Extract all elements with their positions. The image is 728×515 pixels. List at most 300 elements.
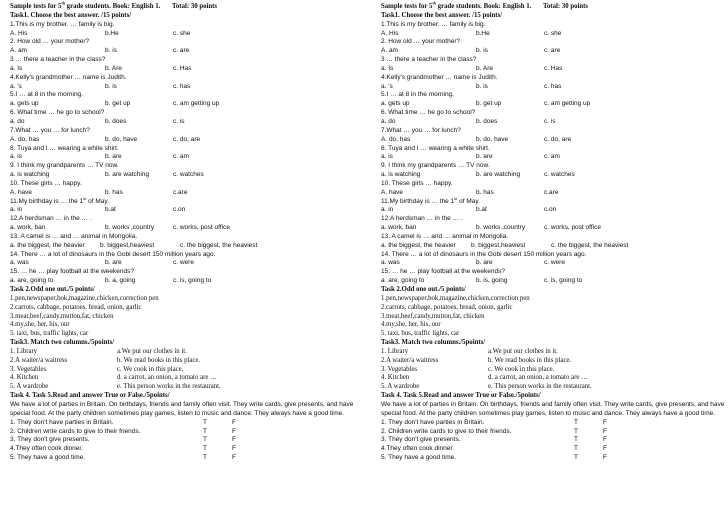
question-4 [381, 74, 728, 83]
options-5 [10, 100, 366, 109]
match-left: 1. Library [10, 347, 38, 355]
question-3 [381, 56, 728, 65]
test-title-rest: grade students. Book: English 1. [64, 3, 161, 10]
option: b. is [476, 47, 488, 55]
option: c.are [544, 188, 559, 196]
match-right: c. We cook in this place. [117, 365, 184, 373]
option: b. are watching [476, 171, 521, 179]
odd-one-out-row [381, 321, 728, 330]
option: b. is [105, 47, 117, 55]
question-text: 5.I … at 8 in the morning. [10, 91, 83, 99]
test-title [381, 0, 532, 12]
option: A. His [10, 29, 28, 37]
question-text [10, 195, 109, 207]
option: a. Is [10, 64, 23, 72]
option: b. biggest,heaviest [100, 241, 155, 249]
option: b. Are [476, 64, 493, 72]
match-left: 2.A waiter/a waitress [10, 356, 68, 364]
test-title-rest: grade students. Book: English 1. [435, 3, 532, 10]
option: b. is, going [476, 277, 508, 285]
option: b. works ,country [105, 224, 155, 232]
false-mark: F [603, 436, 607, 444]
odd-one-out-words: 2.carrots, cabbage, potatoes, bread, onion, garlic [381, 303, 513, 311]
question-text-pre: 11.My birthday is … the 1 [381, 197, 455, 205]
question-12 [10, 215, 366, 224]
option: a. 's [10, 82, 22, 90]
statement: 1. They don't have parties in Britain. [381, 418, 485, 426]
option: a. is [381, 153, 393, 161]
question-text: 8. Tuya and I … wearing a white shirt. [381, 144, 490, 152]
odd-one-out-words: 5. taxi, bus, traffic lights, car [381, 330, 460, 338]
test-page-left [10, 0, 366, 463]
question-text [381, 195, 480, 207]
options-13 [381, 242, 728, 251]
question-1 [10, 21, 366, 30]
options-4 [381, 83, 728, 92]
question-text: 8. Tuya and I … wearing a white shirt. [10, 144, 119, 152]
false-mark: F [232, 454, 236, 462]
question-text: 7.What … you … for lunch? [10, 126, 90, 134]
option: c. watches [173, 171, 204, 179]
question-text: 9. I think my grandparents … TV now. [10, 162, 119, 170]
reading-passage: We have a lot of parties in Britain. On birthdays, friends and family often visit. They write cards, give presents, and have special food. At the party children sometimes play games, listen to music and dance. They always have a good time. [10, 400, 354, 417]
task4-title [381, 392, 728, 401]
option: b. has [105, 188, 123, 196]
options-6 [381, 118, 728, 127]
match-row [381, 383, 728, 392]
odd-one-out-words: 5. taxi, bus, traffic lights, car [10, 330, 89, 338]
option: b. biggest,heaviest [471, 241, 526, 249]
question-text: 14. There … a lot of dinosaurs in the Gobi desert 150 million years ago. [381, 250, 587, 258]
option: c. am [544, 153, 560, 161]
question-text: 13. A camel is … and … animal in Mongolia. [10, 232, 138, 240]
true-false-row [10, 445, 366, 454]
option: A. His [381, 29, 399, 37]
task3-title [10, 339, 366, 348]
option: b. do, have [105, 135, 138, 143]
question-text: 2. How old … your mother? [381, 38, 461, 46]
options-3 [381, 65, 728, 74]
question-text: 15. … he … play football at the weekends? [381, 268, 505, 276]
option: A. have [381, 188, 404, 196]
option: c. watches [544, 171, 575, 179]
option: a. work, ban [381, 224, 417, 232]
option: a. do [381, 117, 396, 125]
option: a. are, going to [381, 277, 425, 285]
option: b. are [105, 153, 122, 161]
option: b. are watching [105, 171, 150, 179]
task4-heading: Task 4. Task 5.Read and answer True or False./5points/ [10, 392, 170, 400]
question-text: 2. How old … your mother? [10, 38, 90, 46]
statement: 4.They often cook dinner. [10, 445, 83, 453]
question-12 [381, 215, 728, 224]
option: c. she [544, 29, 562, 37]
question-11 [10, 195, 366, 207]
task1-heading: Task1. Choose the best answer. /15 points/ [381, 11, 503, 19]
options-12 [381, 224, 728, 233]
option: a. the biggest, the heavier [381, 241, 456, 249]
match-row [381, 366, 728, 375]
question-4 [10, 74, 366, 83]
match-left: 3. Vegetables [10, 365, 47, 373]
option: a. gets up [381, 100, 410, 108]
question-text: 1.This is my brother. … family is big. [381, 20, 486, 28]
options-14 [381, 259, 728, 268]
odd-one-out-words: 3.meat,beef,candy,mutton,fat, chicken [381, 312, 485, 320]
true-mark: T [203, 418, 207, 426]
question-text: 13. A camel is … and … animal in Mongolia. [381, 232, 509, 240]
test-title [10, 0, 161, 12]
question-13 [381, 233, 728, 242]
option: a. is watching [10, 171, 50, 179]
option: a. in [10, 206, 23, 214]
match-row [10, 357, 366, 366]
test-header [10, 0, 366, 12]
odd-one-out-row [10, 330, 366, 339]
question-text: 3 … there a teacher in the class? [10, 56, 106, 64]
question-text-post: of May. [86, 197, 109, 205]
task1-title [10, 12, 366, 21]
match-row [381, 348, 728, 357]
task4-title [10, 392, 366, 401]
option: b. do, have [476, 135, 509, 143]
option: c. am [173, 153, 189, 161]
odd-one-out-words: 2.carrots, cabbage, potatoes, bread, onion, garlic [10, 303, 142, 311]
option: b. does [476, 117, 498, 125]
option: b. a, going [105, 277, 136, 285]
options-9 [10, 171, 366, 180]
option: a. is watching [381, 171, 421, 179]
task3-heading: Task3. Match two columns./5points/ [381, 339, 486, 347]
question-14 [10, 251, 366, 260]
false-mark: F [232, 436, 236, 444]
question-text-post: of May. [457, 197, 480, 205]
match-row [10, 383, 366, 392]
total-points: Total: 30 points [543, 3, 589, 10]
options-6 [10, 118, 366, 127]
true-false-row [381, 428, 728, 437]
option: A. do, has [381, 135, 411, 143]
option: b. are [476, 259, 493, 267]
statement: 4.They often cook dinner. [381, 445, 454, 453]
odd-one-out-row [381, 295, 728, 304]
question-8 [381, 145, 728, 154]
question-text-sup: st [454, 195, 458, 201]
options-5 [381, 100, 728, 109]
true-false-row [10, 454, 366, 463]
question-text: 12.A herdsman … in the … . [381, 215, 463, 223]
test-header [381, 0, 728, 12]
option: a. in [381, 206, 394, 214]
option: a. are, going to [10, 277, 54, 285]
option: A. do, has [10, 135, 40, 143]
question-2 [381, 38, 728, 47]
option: c. do, are [544, 135, 572, 143]
options-15 [381, 277, 728, 286]
option: b.He [105, 29, 119, 37]
option: c. am getting up [544, 100, 591, 108]
odd-one-out-row [10, 313, 366, 322]
true-mark: T [203, 427, 207, 435]
odd-one-out-row [381, 304, 728, 313]
question-text: 6. What time … he go to school? [10, 109, 105, 117]
question-text: 4.Kelly's grandmother … name is Judith. [10, 73, 127, 81]
question-5 [10, 91, 366, 100]
option: c. has [173, 82, 191, 90]
false-mark: F [603, 427, 607, 435]
option: c. is, going to [544, 277, 583, 285]
true-mark: T [574, 454, 578, 462]
options-3 [10, 65, 366, 74]
options-2 [10, 47, 366, 56]
match-right: d. a carrot, an onion, a tomato are … [488, 374, 588, 382]
match-left: 1. Library [381, 347, 409, 355]
question-14 [381, 251, 728, 260]
option: A. am [381, 47, 398, 55]
option: b. works ,country [476, 224, 526, 232]
option: c. were [173, 259, 194, 267]
option: a. is [10, 153, 22, 161]
odd-one-out-words: 1.pen,newspaper,bok,magazine,chicken,correction pen [381, 294, 530, 302]
question-1 [381, 21, 728, 30]
option: b. Are [105, 64, 122, 72]
question-10 [381, 180, 728, 189]
question-text: 9. I think my grandparents … TV now. [381, 162, 490, 170]
option: c. is [173, 117, 185, 125]
true-mark: T [574, 445, 578, 453]
option: c.on [544, 206, 557, 214]
match-left: 4. Kitchen [381, 374, 410, 382]
odd-one-out-words: 4.my,she, her, his, our [381, 321, 441, 329]
task4-heading: Task 4. Task 5.Read and answer True or False./5points/ [381, 392, 541, 400]
option: a. the biggest, the heavier [10, 241, 85, 249]
match-right: e. This person works in the restaurant. [117, 383, 221, 391]
match-left: 3. Vegetables [381, 365, 418, 373]
true-false-row [10, 428, 366, 437]
question-15 [10, 268, 366, 277]
question-15 [381, 268, 728, 277]
option: a. was [381, 259, 400, 267]
true-mark: T [574, 436, 578, 444]
option: a. was [10, 259, 29, 267]
option: b. get up [105, 100, 131, 108]
odd-one-out-row [10, 304, 366, 313]
question-2 [10, 38, 366, 47]
options-7 [381, 136, 728, 145]
statement: 5. They have a good time. [10, 454, 86, 462]
odd-one-out-words: 3.meat,beef,candy,mutton,fat, chicken [10, 312, 114, 320]
match-left: 2.A waiter/a waitress [381, 356, 439, 364]
options-8 [10, 153, 366, 162]
option: b. get up [476, 100, 502, 108]
question-text: 5.I … at 8 in the morning. [381, 91, 454, 99]
match-left: 4. Kitchen [10, 374, 39, 382]
question-text: 14. There … a lot of dinosaurs in the Gobi desert 150 million years ago. [10, 250, 216, 258]
option: a. work, ban [10, 224, 46, 232]
reading-passage: We have a lot of parties in Britain. On birthdays, friends and family often visit. They write cards, give presents, and have special food. At the party children sometimes play games, listen to music and dance. They always have a good time. [381, 400, 725, 417]
test-title-text: Sample tests for 5 [381, 3, 433, 10]
option: c. are [544, 47, 561, 55]
match-right: a.We put our clothes in it. [117, 347, 187, 355]
question-text: 6. What time … he go to school? [381, 109, 476, 117]
match-right: b. We read books in this place. [117, 356, 201, 364]
true-mark: T [203, 454, 207, 462]
option: c.are [173, 188, 188, 196]
option: A. am [10, 47, 27, 55]
true-mark: T [203, 436, 207, 444]
question-text: 3 … there a teacher in the class? [381, 56, 477, 64]
question-7 [381, 127, 728, 136]
odd-one-out-words: 4.my,she, her, his, our [10, 321, 70, 329]
question-8 [10, 145, 366, 154]
false-mark: F [603, 418, 607, 426]
option: c. are [173, 47, 190, 55]
option: b. is [476, 82, 488, 90]
task2-heading: Task 2.Odd one out./5 points/ [381, 286, 466, 293]
options-13 [10, 242, 366, 251]
options-4 [10, 83, 366, 92]
odd-one-out-words: 1.pen,newspaper,bok,magazine,chicken,correction pen [10, 294, 159, 302]
false-mark: F [603, 454, 607, 462]
option: c. the biggest, the heaviest [551, 241, 629, 249]
option: a. do [10, 117, 25, 125]
true-mark: T [574, 427, 578, 435]
option: c.on [173, 206, 186, 214]
task2-title [381, 286, 728, 295]
true-false-row [381, 419, 728, 428]
options-7 [10, 136, 366, 145]
true-false-row [381, 454, 728, 463]
options-2 [381, 47, 728, 56]
true-false-row [381, 436, 728, 445]
match-right: d. a carrot, an onion, a tomato are … [117, 374, 217, 382]
options-15 [10, 277, 366, 286]
option: c. she [173, 29, 191, 37]
false-mark: F [232, 418, 236, 426]
option: a. gets up [10, 100, 39, 108]
total-points: Total: 30 points [172, 3, 218, 10]
option: c. has [544, 82, 562, 90]
options-1 [10, 30, 366, 39]
option: b. does [105, 117, 127, 125]
odd-one-out-row [381, 313, 728, 322]
option: c. were [544, 259, 565, 267]
false-mark: F [232, 445, 236, 453]
options-14 [10, 259, 366, 268]
question-6 [381, 109, 728, 118]
question-text-pre: 11.My birthday is … the 1 [10, 197, 84, 205]
option: c. the biggest, the heaviest [180, 241, 258, 249]
true-false-row [10, 419, 366, 428]
options-11 [381, 206, 728, 215]
test-title-text: Sample tests for 5 [10, 3, 62, 10]
true-mark: T [574, 418, 578, 426]
statement: 3. They don't give presents. [10, 436, 90, 444]
question-text: 1.This is my brother. … family is big. [10, 20, 115, 28]
option: c. works, post office [544, 224, 601, 232]
question-11 [381, 195, 728, 207]
match-right: b. We read books in this place. [488, 356, 572, 364]
question-9 [381, 162, 728, 171]
question-10 [10, 180, 366, 189]
option: c. am getting up [173, 100, 220, 108]
options-8 [381, 153, 728, 162]
question-6 [10, 109, 366, 118]
odd-one-out-row [381, 330, 728, 339]
true-false-row [381, 445, 728, 454]
false-mark: F [603, 445, 607, 453]
test-title-sup: th [432, 0, 436, 6]
match-left: 5. A wardrobe [10, 383, 49, 391]
match-left: 5. A wardrobe [381, 383, 420, 391]
question-text: 15. … he … play football at the weekends? [10, 268, 134, 276]
statement: 5. They have a good time. [381, 454, 457, 462]
statement: 1. They don't have parties in Britain. [10, 418, 114, 426]
question-text: 10. These girls … happy. [10, 179, 82, 187]
true-mark: T [203, 445, 207, 453]
task1-heading: Task1. Choose the best answer. /15 points/ [10, 11, 132, 19]
question-9 [10, 162, 366, 171]
task3-heading: Task3. Match two columns./5points/ [10, 339, 115, 347]
question-13 [10, 233, 366, 242]
option: c. Has [544, 64, 563, 72]
odd-one-out-row [10, 321, 366, 330]
match-row [10, 348, 366, 357]
option: c. Has [173, 64, 192, 72]
statement: 2. Children write cards to give to their friends. [381, 427, 512, 435]
option: b. are [105, 259, 122, 267]
odd-one-out-row [10, 295, 366, 304]
task2-heading: Task 2.Odd one out./5 points/ [10, 286, 95, 293]
question-text: 12.A herdsman … in the … . [10, 215, 92, 223]
options-1 [381, 30, 728, 39]
option: c. works, post office [173, 224, 230, 232]
question-text: 7.What … you … for lunch? [381, 126, 461, 134]
task3-title [381, 339, 728, 348]
match-right: c. We cook in this place. [488, 365, 555, 373]
match-row [381, 374, 728, 383]
option: a. 's [381, 82, 393, 90]
task2-title [10, 286, 366, 295]
option: c. is, going to [173, 277, 212, 285]
option: a. Is [381, 64, 394, 72]
question-text: 4.Kelly's grandmother … name is Judith. [381, 73, 498, 81]
question-text: 10. These girls … happy. [381, 179, 453, 187]
question-7 [10, 127, 366, 136]
option: c. is [544, 117, 556, 125]
match-row [10, 366, 366, 375]
statement: 2. Children write cards to give to their friends. [10, 427, 141, 435]
options-11 [10, 206, 366, 215]
match-right: e. This person works in the restaurant. [488, 383, 592, 391]
question-5 [381, 91, 728, 100]
test-page-right [381, 0, 728, 463]
option: b. has [476, 188, 494, 196]
match-row [381, 357, 728, 366]
task1-title [381, 12, 728, 21]
false-mark: F [232, 427, 236, 435]
option: b.He [476, 29, 490, 37]
true-false-row [10, 436, 366, 445]
test-title-sup: th [61, 0, 65, 6]
options-9 [381, 171, 728, 180]
match-right: a.We put our clothes in it. [488, 347, 558, 355]
match-row [10, 374, 366, 383]
option: b.at [105, 206, 116, 214]
question-text-sup: st [83, 195, 87, 201]
option: c. do, are [173, 135, 201, 143]
option: b. are [476, 153, 493, 161]
